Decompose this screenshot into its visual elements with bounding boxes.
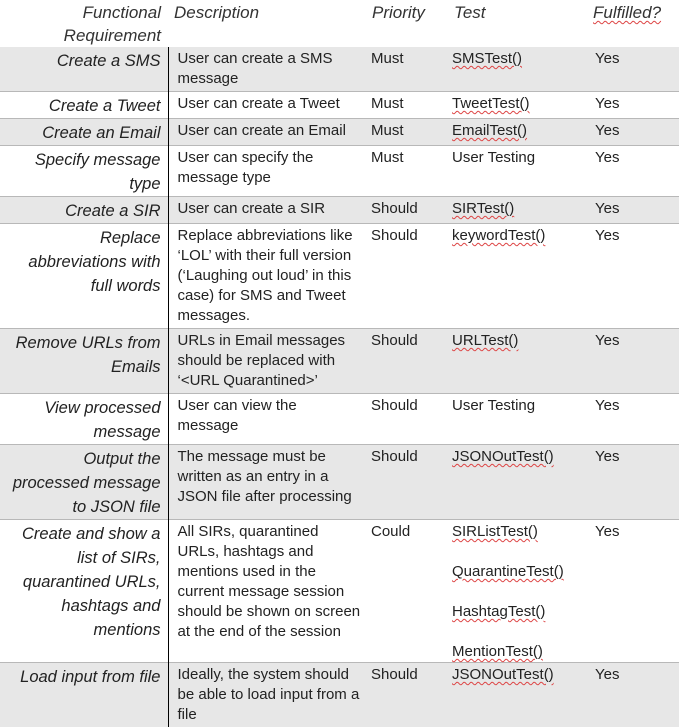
cell-fulfilled: Yes [587, 224, 679, 329]
cell-priority: Must [366, 146, 448, 197]
test-name: JSONOutTest() [452, 665, 583, 685]
cell-fulfilled: Yes [587, 663, 679, 727]
cell-test [448, 224, 587, 329]
cell-fulfilled: Yes [587, 520, 679, 663]
cell-requirement: Create an Email [0, 119, 168, 146]
cell-requirement: Output the processed message to JSON file [0, 445, 168, 520]
cell-description: User can create a SIR [168, 197, 366, 224]
cell-fulfilled: Yes [587, 119, 679, 146]
test-name: keywordTest() [452, 226, 583, 246]
table-row [0, 329, 679, 394]
cell-priority: Should [366, 663, 448, 727]
cell-requirement: Load input from file [0, 663, 168, 727]
table-row [0, 663, 679, 727]
test-name: MentionTest() [452, 642, 583, 662]
table-row [0, 520, 679, 663]
cell-fulfilled: Yes [587, 47, 679, 92]
cell-fulfilled: Yes [587, 329, 679, 394]
cell-requirement: Remove URLs from Emails [0, 329, 168, 394]
cell-description: Replace abbreviations like ‘LOL’ with their full version (‘Laughing out loud’ in this case) for SMS and Tweet messages. [168, 224, 366, 329]
cell-priority: Must [366, 92, 448, 119]
cell-requirement: Create a SMS [0, 47, 168, 92]
cell-description: Ideally, the system should be able to load input from a file [168, 663, 366, 727]
cell-requirement: Create a SIR [0, 197, 168, 224]
test-name: SIRTest() [452, 199, 583, 219]
test-name: JSONOutTest() [452, 447, 583, 467]
table-row [0, 445, 679, 520]
cell-test [448, 47, 587, 92]
cell-test [448, 394, 587, 445]
header-test: Test [448, 0, 587, 47]
cell-requirement: Create a Tweet [0, 92, 168, 119]
cell-fulfilled: Yes [587, 92, 679, 119]
cell-requirement: Specify message type [0, 146, 168, 197]
cell-test [448, 520, 587, 663]
cell-fulfilled: Yes [587, 146, 679, 197]
cell-requirement: Replace abbreviations with full words [0, 224, 168, 329]
test-name: URLTest() [452, 331, 583, 351]
cell-priority: Could [366, 520, 448, 663]
test-name: HashtagTest() [452, 602, 583, 622]
cell-test [448, 197, 587, 224]
test-name: User Testing [452, 396, 583, 416]
table-row [0, 197, 679, 224]
cell-test [448, 146, 587, 197]
cell-fulfilled: Yes [587, 394, 679, 445]
cell-test [448, 92, 587, 119]
cell-fulfilled: Yes [587, 197, 679, 224]
cell-priority: Should [366, 394, 448, 445]
header-description: Description [168, 0, 366, 47]
cell-description: User can create a SMS message [168, 47, 366, 92]
test-name: TweetTest() [452, 94, 583, 114]
table-row [0, 146, 679, 197]
cell-description: All SIRs, quarantined URLs, hashtags and mentions used in the current message session should be shown on screen at the end of the session [168, 520, 366, 663]
cell-priority: Should [366, 197, 448, 224]
test-name: QuarantineTest() [452, 562, 583, 582]
cell-priority: Should [366, 224, 448, 329]
table-row [0, 224, 679, 329]
cell-description: URLs in Email messages should be replaced with ‘<URL Quarantined>’ [168, 329, 366, 394]
test-name: SMSTest() [452, 49, 583, 69]
table-row [0, 92, 679, 119]
cell-description: User can specify the message type [168, 146, 366, 197]
test-name: SIRListTest() [452, 522, 583, 542]
cell-priority: Should [366, 445, 448, 520]
table-row [0, 394, 679, 445]
cell-test [448, 445, 587, 520]
table-row [0, 47, 679, 92]
cell-requirement: Create and show a list of SIRs, quarantined URLs, hashtags and mentions [0, 520, 168, 663]
cell-priority: Must [366, 119, 448, 146]
cell-test [448, 663, 587, 727]
cell-priority: Should [366, 329, 448, 394]
cell-test [448, 119, 587, 146]
cell-requirement: View processed message [0, 394, 168, 445]
header-fulfilled: Fulfilled? [587, 0, 679, 47]
cell-fulfilled: Yes [587, 445, 679, 520]
cell-description: The message must be written as an entry in a JSON file after processing [168, 445, 366, 520]
cell-priority: Must [366, 47, 448, 92]
test-name: User Testing [452, 148, 583, 168]
header-requirement: Functional Requirement [0, 0, 168, 47]
cell-description: User can create a Tweet [168, 92, 366, 119]
cell-test [448, 329, 587, 394]
header-row [0, 0, 679, 47]
cell-description: User can create an Email [168, 119, 366, 146]
test-name: EmailTest() [452, 121, 583, 141]
table-row [0, 119, 679, 146]
header-priority: Priority [366, 0, 448, 47]
cell-description: User can view the message [168, 394, 366, 445]
